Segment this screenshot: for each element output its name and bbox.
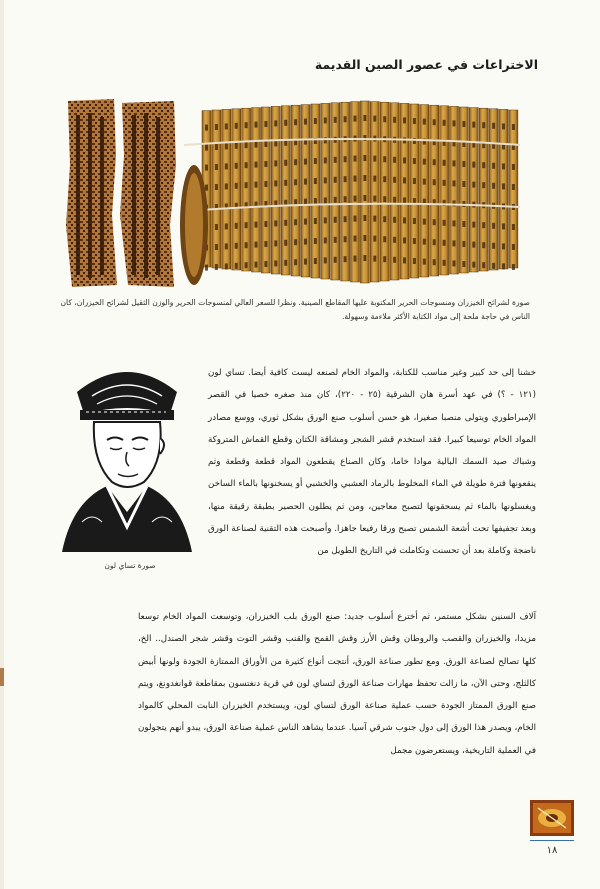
portrait-caption: صورة تساي لون (104, 561, 156, 570)
bamboo-slips-silk-photo (62, 95, 522, 291)
page-corner-decoration-icon (530, 800, 574, 836)
page-left-edge (0, 0, 4, 889)
cai-lun-portrait-illustration (52, 352, 202, 557)
page-number-rule (530, 840, 574, 841)
page-edge-mark (0, 668, 4, 686)
body-paragraph-1: خشنا إلى حد كبير وغير مناسب للكتابة، والمواد الخام لصنعه ليست كافية أيضا. تساي لون (١٢١ - ؟) في عهد أسرة هان الشرقية (٢٥ - ٢٢٠)، كان منذ صغره خصيا في القصر الإمبراطوري ويتولى منصبا صغيرا، هو حسن أسلوب صنع الورق بشكل ثوري، ووسع مصادر المواد الخام توسيعا كبيرا. فقد استخدم قشر الشجر ومشاقة الكتان وقطع القماش المتروكة وشباك صيد السمك البالية موادا خاما، وكان الصناع يقطعون المواد قطعة وقطعة وثم ينقعونها فترة طويلة في الماء المخلوط بالرماد العشبي والخشبي أو يسخنونها بالماء الساخن ويغسلونها بالماء ثم يسحقونها لتصبح معاجين، ومن ثم يطلون الحصير بطبقة رقيقة منها، وبعد تجفيفها تحت أشعة الشمس تصبح ورقا رفيعا جاهزا. وأصبحت هذه التقنية لصناعة الورق ناضجة وكاملة بعد أن تحسنت وتكاملت في التاريخ الطويل من (208, 368, 536, 557)
photo-caption: صورة لشرائح الخيزران ومنسوجات الحرير المكتوبة عليها المقاطع الصينية. ونظرا للسعر العالي لمنسوجات الحرير والوزن الثقيل لشرائح الخيزران، كان الناس في حاجة ملحة إلى مواد الكتابة الأكثر ملاءمة وسهولة. (60, 298, 530, 321)
body-paragraph-2: آلاف السنين بشكل مستمر، ثم أخترع أسلوب جديد: صنع الورق بلب الخيزران، وتوسعت المواد الخام توسعا مزيدا، والخيزران والقصب والروطان وقش الأرز وقش القمح والقنب وقشر التوت وقشر شجر الصندل.. الخ، كلها تصالح لصناعة الورق. ومع تطور صناعة الورق، أنتجت أنواع كثيرة من الأوراق الممتازة الجودة ولونها أبيض كالثلج، وحتى الآن، ما زالت تحفظ مهارات صناعة الورق لتساي لون في قرية دنغتسون بمقاطعة قوانغدونغ، ويتم صنع الورق الممتاز الجودة حسب عملية صناعة الورق لتساي لون، ويستخدم الخيزران النابت المحلي كالمواد الخام، ويصدر هذا الورق إلى دول جنوب شرقي آسيا. عندما يشاهد الناس عملية صناعة الورق، يبدو أنهم يتجولون في العملية التاريخية، ويستعرضون مجمل (138, 612, 536, 756)
page-number: ١٨ (546, 845, 558, 856)
running-header-title: الاختراعات في عصور الصين القديمة (314, 57, 538, 72)
